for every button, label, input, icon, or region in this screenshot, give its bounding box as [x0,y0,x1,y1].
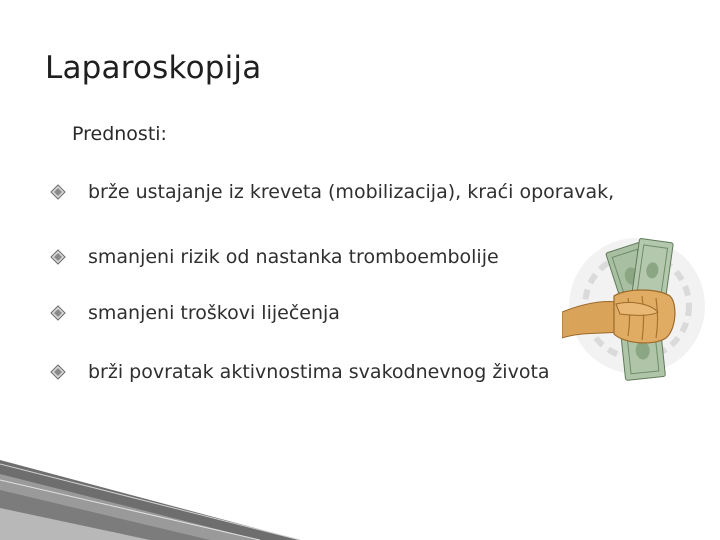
diamond-bullet-icon [50,249,66,265]
diamond-bullet-icon [50,184,66,200]
hand-holding-money-icon [562,234,712,384]
decorative-corner-stripes [0,450,300,540]
bullet-item [50,242,499,272]
bullet-item [50,177,614,207]
bullet-item [50,357,550,387]
diamond-bullet-icon [50,305,66,321]
diamond-bullet-icon [50,364,66,380]
bullet-text: brži povratak aktivnostima svakodnevnog života [88,361,550,383]
bullet-text: smanjeni rizik od nastanka tromboembolije [88,246,499,268]
slide-subtitle: Prednosti: [72,123,167,145]
bullet-item [50,298,340,328]
bullet-text: smanjeni troškovi liječenja [88,302,340,324]
slide-title: Laparoskopija [45,50,262,86]
bullet-text: brže ustajanje iz kreveta (mobilizacija), kraći oporavak, [88,181,615,203]
